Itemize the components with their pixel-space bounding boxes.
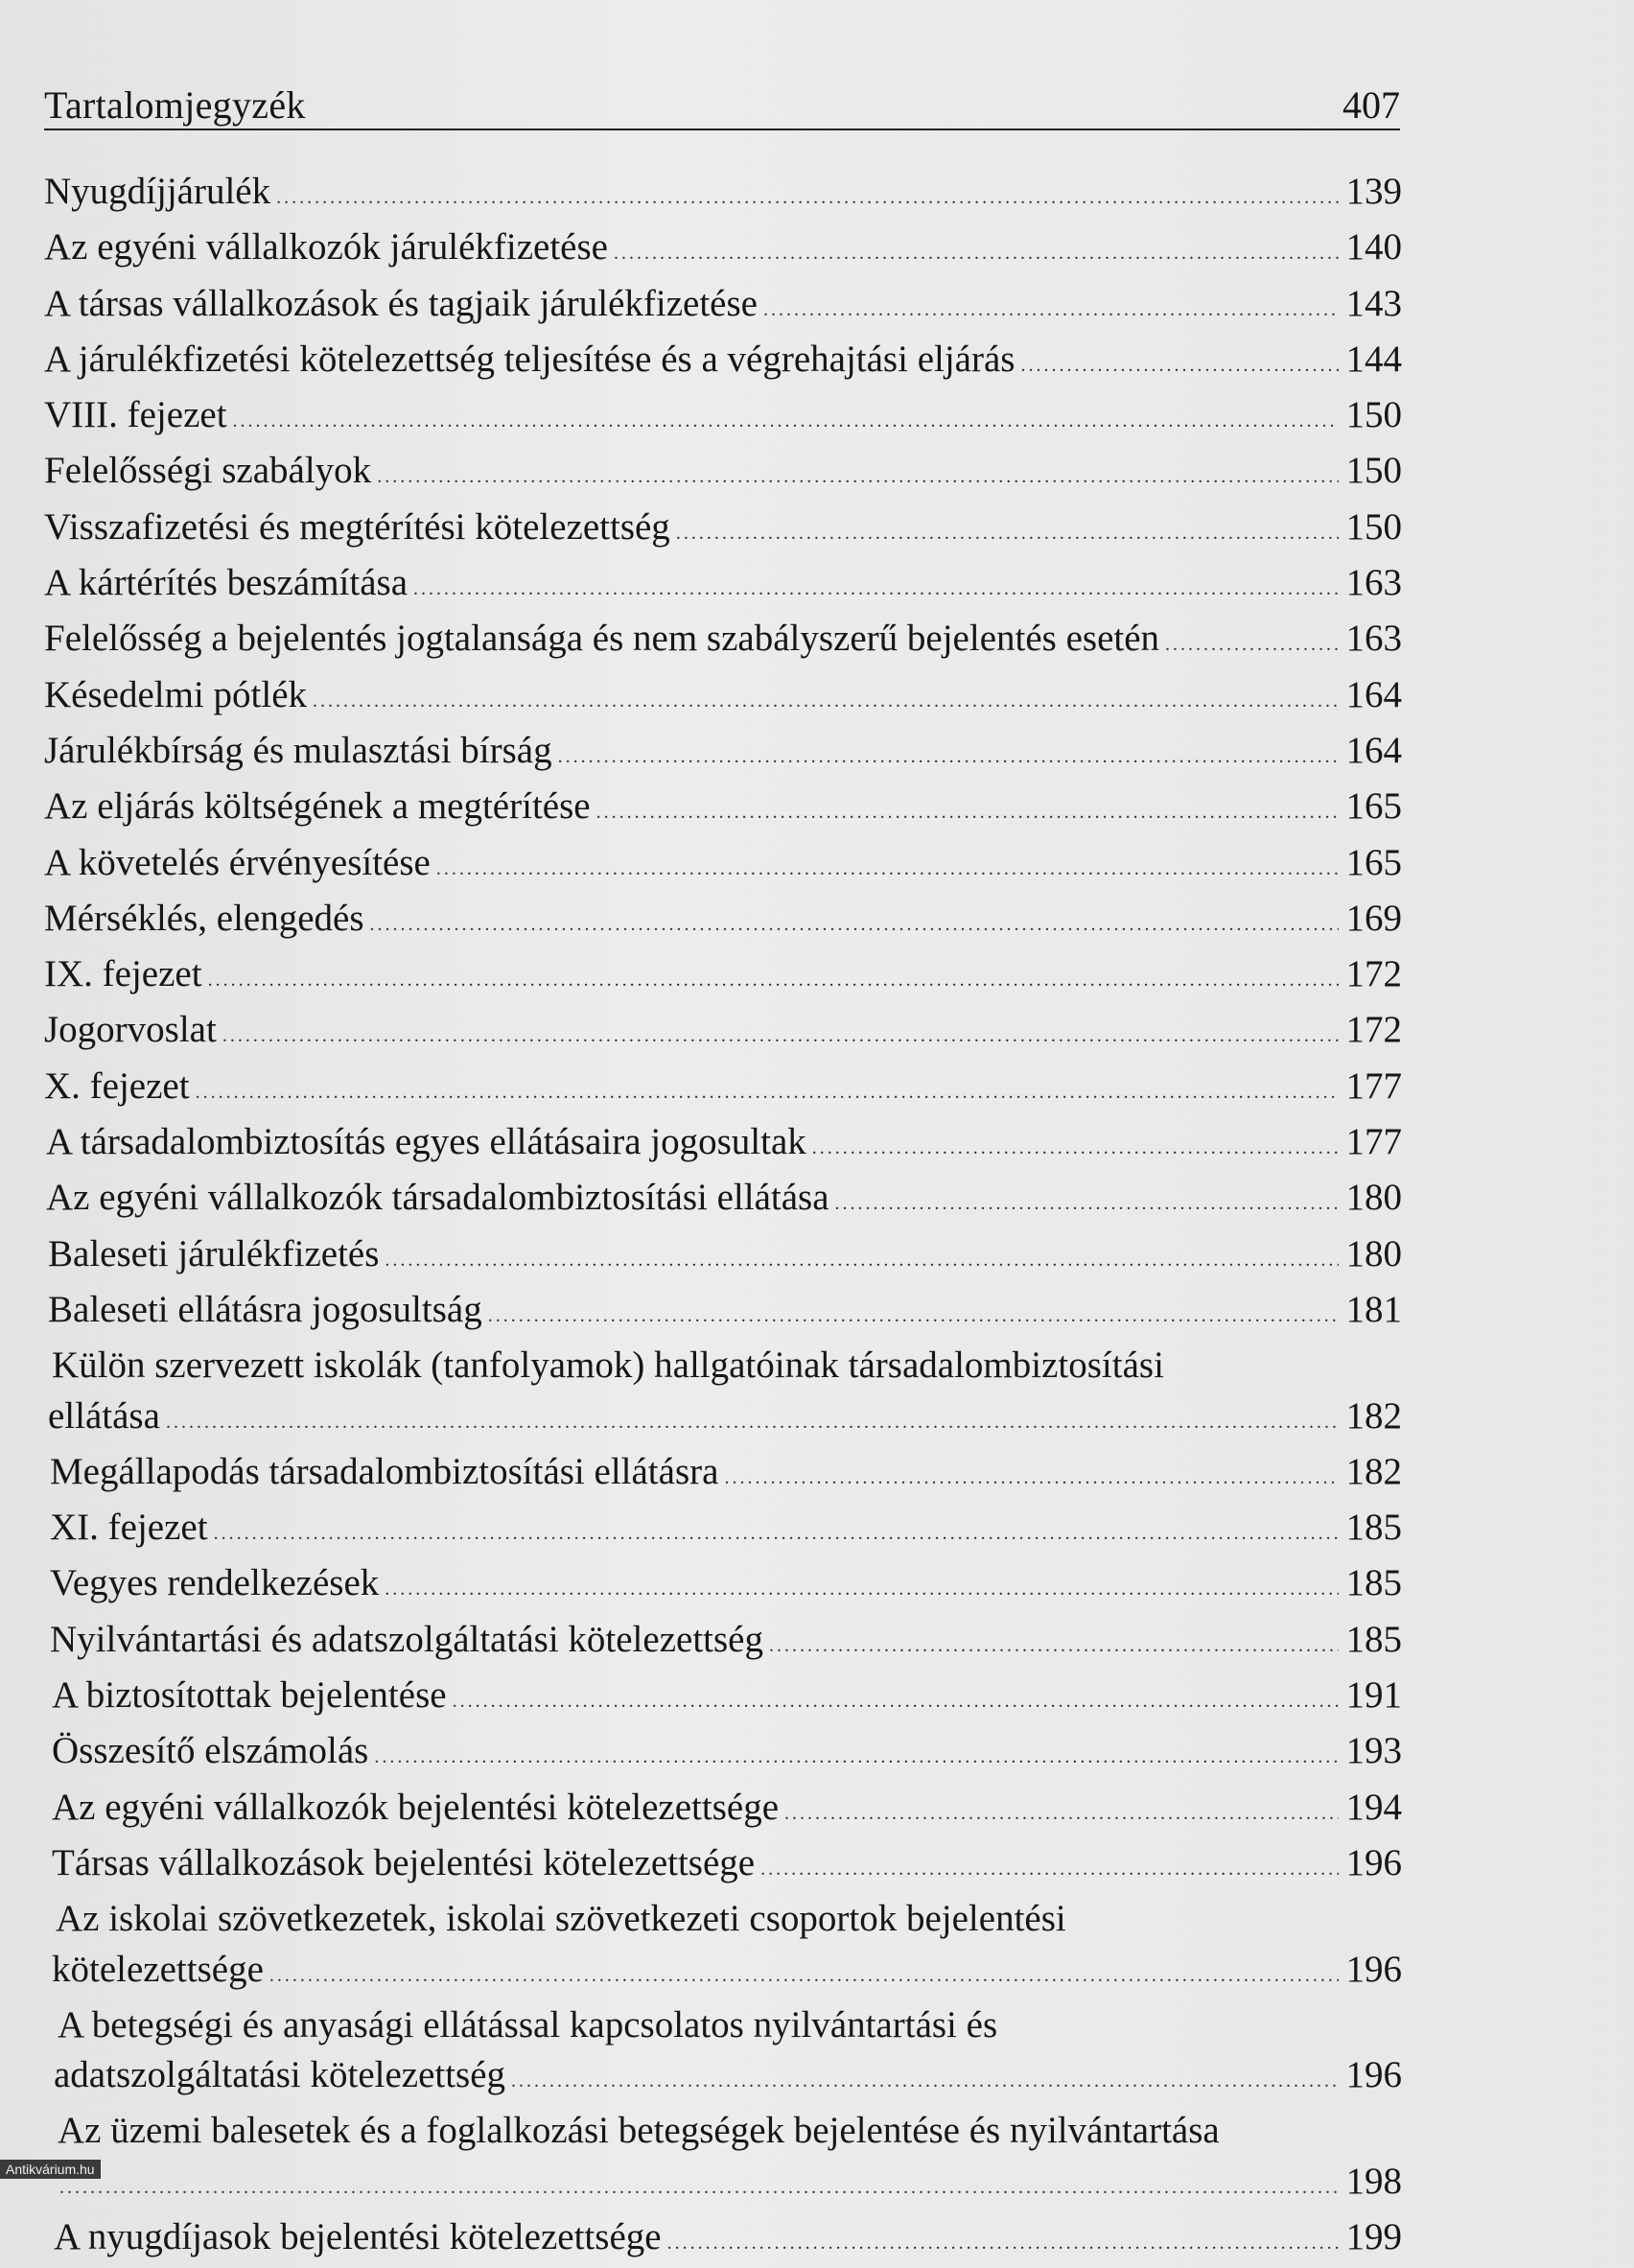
toc-entry-page: 185	[1345, 1562, 1402, 1604]
toc-entry-label: Járulékbírság és mulasztási bírság	[44, 729, 552, 771]
toc-entry-label: A kártérítés beszámítása	[44, 562, 408, 604]
toc-entry-page: 185	[1345, 1507, 1402, 1549]
toc-entry-page: 164	[1345, 729, 1402, 771]
dot-leader	[233, 396, 1339, 446]
toc-entry-label: Mérséklés, elengedés	[44, 897, 364, 939]
toc-entry	[44, 782, 1402, 837]
dot-leader	[667, 2218, 1339, 2268]
toc-entry-page: 163	[1345, 562, 1402, 604]
toc-entry-page: 194	[1345, 1786, 1402, 1828]
toc-entry-label: Késedelmi pótlék	[44, 673, 308, 715]
toc-entry	[44, 222, 1402, 278]
toc-entry-page: 177	[1345, 1121, 1402, 1163]
toc-entry-label: XI. fejezet	[50, 1507, 208, 1549]
toc-entry-continuation	[52, 1945, 1402, 2000]
dot-leader	[59, 2163, 1339, 2212]
toc-entry-label: Nyugdíjjárulék	[44, 171, 271, 212]
toc-entry	[44, 949, 1402, 1005]
dot-leader	[385, 1235, 1339, 1285]
toc-entry-label: Az eljárás költségének a megtérítése	[44, 785, 591, 828]
toc-entry-page: 193	[1345, 1730, 1402, 1772]
toc-entry	[44, 1447, 1402, 1503]
dot-leader	[724, 1453, 1339, 1503]
toc-entry	[44, 167, 1402, 222]
page-title: Tartalomjegyzék	[44, 83, 306, 127]
toc-entry-label: Megállapodás társadalombiztosítási ellátásra	[50, 1450, 719, 1492]
toc-entry-first-line: Az üzemi balesetek és a foglalkozási betegségek bejelentése és nyilvántartása	[58, 2110, 1220, 2152]
toc-entry-page: 177	[1345, 1064, 1402, 1107]
toc-entry-page: 199	[1345, 2215, 1402, 2257]
toc-entry	[44, 1783, 1402, 1838]
toc-entry	[44, 1005, 1402, 1061]
toc-entry-continuation	[54, 2050, 1402, 2106]
toc-entry-label: Felelősségi szabályok	[44, 450, 372, 492]
toc-entry-multiline	[44, 2106, 1402, 2212]
toc-entry-page: 144	[1345, 338, 1402, 380]
toc-entry	[44, 390, 1402, 446]
dot-leader	[812, 1123, 1339, 1173]
toc-entry-first-line: A betegségi és anyasági ellátással kapcsolatos nyilvántartási és	[58, 2003, 998, 2046]
toc-entry-page: 191	[1345, 1674, 1402, 1717]
dot-leader	[511, 2056, 1339, 2106]
dot-leader	[374, 1732, 1339, 1782]
toc-entry	[44, 894, 1402, 949]
toc-entry	[44, 1838, 1402, 1894]
toc-entry-label: Társas vállalkozások bejelentési kötelezettsége	[52, 1841, 756, 1883]
toc-entry-first-line: Külön szervezett iskolák (tanfolyamok) hallgatóinak társadalombiztosítási	[52, 1344, 1164, 1387]
toc-entry	[44, 1558, 1402, 1614]
toc-entry	[44, 446, 1402, 502]
toc-entry	[44, 1615, 1402, 1671]
toc-entry	[44, 503, 1402, 558]
toc-entry-label: IX. fejezet	[44, 953, 202, 995]
dot-leader	[413, 564, 1339, 614]
toc-entry	[44, 1285, 1402, 1341]
dot-leader	[835, 1179, 1339, 1228]
toc-entry-label: A követelés érvényesítése	[44, 841, 431, 883]
dot-leader	[370, 900, 1339, 949]
dot-leader	[488, 1291, 1339, 1341]
toc-entry-label: kötelezettsége	[52, 1948, 264, 1990]
toc-entry-label: Jogorvoslat	[44, 1009, 217, 1051]
dot-leader	[1020, 340, 1339, 390]
dot-leader	[222, 1011, 1339, 1061]
toc-entry-label: X. fejezet	[44, 1064, 190, 1107]
dot-leader	[676, 508, 1339, 558]
dot-leader	[436, 844, 1339, 894]
toc-entry-page: 182	[1345, 1450, 1402, 1492]
toc-entry-page: 150	[1345, 450, 1402, 492]
toc-entry-label: A nyugdíjasok bejelentési kötelezettsége	[54, 2215, 662, 2257]
toc-entry	[44, 838, 1402, 894]
toc-entry-page: 169	[1345, 897, 1402, 939]
dot-leader	[784, 1789, 1339, 1838]
toc-entry-page: 163	[1345, 618, 1402, 660]
toc-entry-label: A biztosítottak bejelentése	[52, 1674, 447, 1717]
toc-entry-page: 182	[1345, 1394, 1402, 1437]
toc-entry-multiline	[44, 2000, 1402, 2107]
watermark: Antikvárium.hu	[0, 2160, 101, 2179]
toc-entry-label: Az egyéni vállalkozók társadalombiztosítási ellátása	[46, 1177, 829, 1219]
toc-entry-label: Vegyes rendelkezések	[50, 1562, 380, 1604]
toc-entry-label: A járulékfizetési kötelezettség teljesítése és a végrehajtási eljárás	[44, 338, 1015, 380]
dot-leader	[214, 1508, 1339, 1558]
toc-entry-label: ellátása	[48, 1394, 160, 1437]
toc-entry	[44, 558, 1402, 614]
toc-entry-page: 198	[1345, 2160, 1402, 2202]
toc-entry-multiline	[44, 1894, 1402, 2000]
toc-entry-page: 165	[1345, 785, 1402, 828]
dot-leader	[558, 732, 1339, 782]
toc-entry-label: Baleseti járulékfizetés	[48, 1232, 380, 1274]
page-number: 407	[1342, 83, 1400, 127]
toc-entry	[44, 1671, 1402, 1726]
dot-leader	[313, 676, 1339, 726]
dot-leader	[208, 955, 1339, 1005]
toc-entry-page: 143	[1345, 282, 1402, 324]
dot-leader	[377, 452, 1339, 502]
toc-entry-multiline	[44, 1341, 1402, 1447]
dot-leader	[763, 285, 1339, 335]
toc-entry-page: 185	[1345, 1618, 1402, 1660]
toc-entry-continuation	[48, 1391, 1402, 1447]
toc-entry-label: Összesítő elszámolás	[52, 1730, 369, 1772]
toc-entry	[44, 1229, 1402, 1285]
toc-entry-label: adatszolgáltatási kötelezettség	[54, 2054, 506, 2096]
toc-entry-page: 172	[1345, 953, 1402, 995]
running-head	[44, 79, 1400, 130]
dot-leader	[276, 173, 1339, 222]
toc-entry	[44, 1062, 1402, 1117]
toc-entry-label: Az egyéni vállalkozók járulékfizetése	[44, 226, 608, 269]
table-of-contents	[44, 167, 1402, 2268]
dot-leader	[1165, 620, 1339, 669]
dot-leader	[769, 1621, 1339, 1671]
toc-entry-page: 196	[1345, 1841, 1402, 1883]
toc-entry-label: A társas vállalkozások és tagjaik járulékfizetése	[44, 282, 758, 324]
toc-entry-page: 150	[1345, 505, 1402, 548]
toc-entry	[44, 614, 1402, 669]
toc-entry	[44, 2212, 1402, 2268]
toc-entry-label: Az egyéni vállalkozók bejelentési kötelezettsége	[52, 1786, 780, 1828]
dot-leader	[385, 1564, 1339, 1614]
toc-entry-page: 150	[1345, 394, 1402, 436]
toc-entry	[44, 1503, 1402, 1558]
toc-entry-continuation	[54, 2157, 1402, 2212]
toc-entry-page: 165	[1345, 841, 1402, 883]
toc-entry-first-line: Az iskolai szövetkezetek, iskolai szövetkezeti csoportok bejelentési	[56, 1898, 1066, 1940]
toc-entry-page: 196	[1345, 2054, 1402, 2096]
toc-entry	[44, 1117, 1402, 1173]
toc-entry-label: A társadalombiztosítás egyes ellátásaira jogosultak	[46, 1121, 806, 1163]
toc-entry-label: Baleseti ellátásra jogosultság	[48, 1288, 482, 1330]
toc-entry-label: Visszafizetési és megtérítési kötelezettség	[44, 505, 670, 548]
dot-leader	[596, 787, 1339, 837]
toc-entry-page: 172	[1345, 1009, 1402, 1051]
toc-entry-page: 180	[1345, 1232, 1402, 1274]
dot-leader	[269, 1951, 1339, 2000]
toc-entry	[44, 1726, 1402, 1782]
toc-entry-page: 196	[1345, 1948, 1402, 1990]
dot-leader	[196, 1067, 1339, 1117]
dot-leader	[166, 1397, 1339, 1447]
toc-entry-page: 181	[1345, 1288, 1402, 1330]
toc-entry-label: VIII. fejezet	[44, 394, 227, 436]
toc-entry-page: 180	[1345, 1177, 1402, 1219]
toc-entry-page: 139	[1345, 171, 1402, 212]
toc-entry	[44, 279, 1402, 335]
toc-entry-label: Felelősség a bejelentés jogtalansága és nem szabályszerű bejelentés esetén	[44, 618, 1160, 660]
toc-entry-page: 140	[1345, 226, 1402, 269]
toc-entry	[44, 1173, 1402, 1228]
toc-entry	[44, 670, 1402, 726]
toc-entry	[44, 726, 1402, 782]
dot-leader	[760, 1844, 1339, 1894]
dot-leader	[453, 1676, 1339, 1726]
dot-leader	[614, 228, 1339, 278]
toc-entry-label: Nyilvántartási és adatszolgáltatási kötelezettség	[50, 1618, 763, 1660]
toc-entry-page: 164	[1345, 673, 1402, 715]
toc-entry	[44, 335, 1402, 390]
